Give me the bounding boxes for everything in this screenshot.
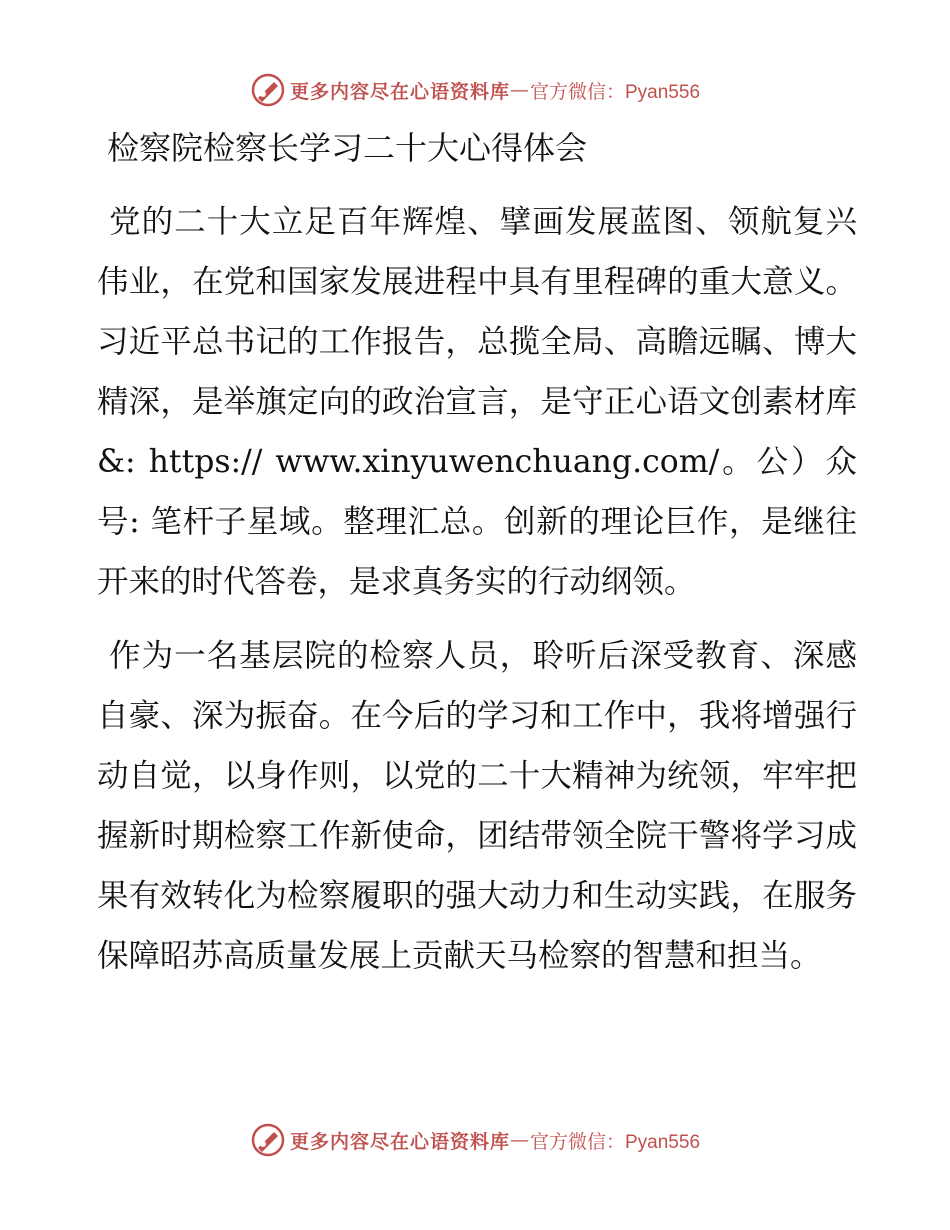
brand-logo-icon [250, 72, 286, 108]
banner-wechat-text: 官方微信：Pyan556 [530, 81, 701, 103]
brand-logo-icon [250, 1122, 286, 1158]
banner-separator: — [510, 1129, 530, 1151]
footer-watermark-banner [0, 1120, 950, 1160]
document-title: 检察院检察长学习二十大心得体会 [107, 129, 588, 167]
header-watermark-banner [0, 70, 950, 110]
banner-main-text: 更多内容尽在心语资料库 [289, 1130, 510, 1153]
banner-wechat-text: 官方微信：Pyan556 [530, 1131, 701, 1153]
paragraph-2: 作为一名基层院的检察人员，聆听后深受教育、深感自豪、深为振奋。在今后的学习和工作中，我将增强行动自觉，以身作则，以党的二十大精神为统领，牢牢把握新时期检察工作新使命，团结带领全院干警将学习成果有效转化为检察履职的强大动力和生动实践，在服务保障昭苏高质量发展上贡献天马检察的智慧和担当。 [97, 638, 857, 974]
banner-main-text: 更多内容尽在心语资料库 [289, 80, 510, 103]
paragraph-1: 党的二十大立足百年辉煌、擘画发展蓝图、领航复兴伟业，在党和国家发展进程中具有里程碑的重大意义。习近平总书记的工作报告，总揽全局、高瞻远瞩、博大精深，是举旗定向的政治宣言，是守正心语文创素材库&: https:// www.xinyuwenchuang.com/。公）众号: 笔杆子星域。整理汇总。创新的理论巨作，是继往开来的时代答卷，是求真务实的行动纲领。 [97, 204, 857, 600]
banner-separator: — [510, 79, 530, 101]
document-body [97, 118, 857, 986]
